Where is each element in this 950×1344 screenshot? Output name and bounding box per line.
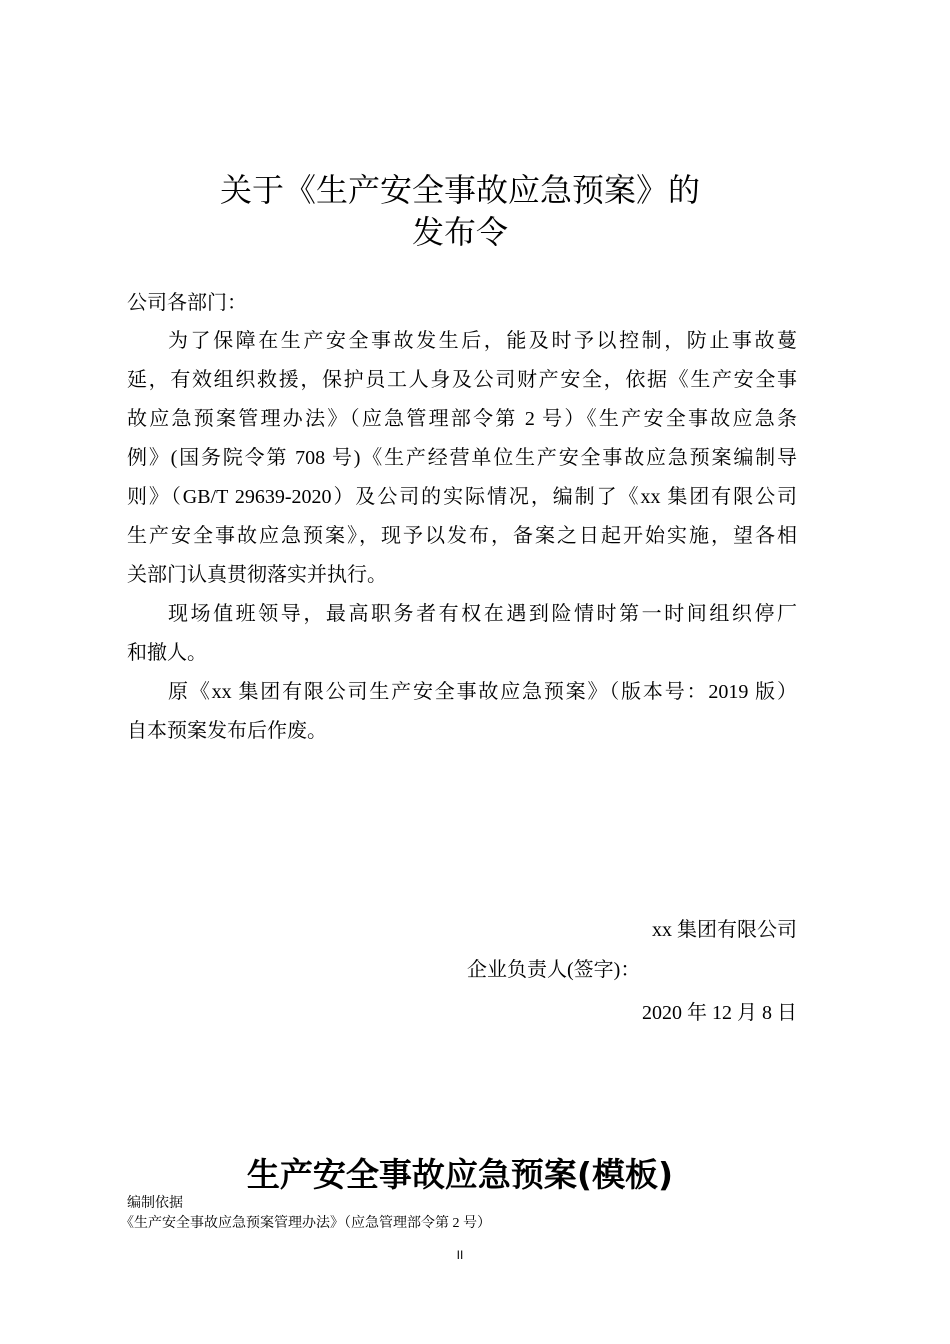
page-number: II [456,1248,464,1262]
paragraph-3 [127,673,797,751]
paragraph-line: 生产安全事故应急预案》，现予以发布，备案之日起开始实施，望各相 [127,525,797,547]
paragraph-2 [127,595,797,673]
paragraph-line: 原《xx 集团有限公司生产安全事故应急预案》（版本号：2019 版） [168,681,797,703]
paragraph-line: 和撤人。 [127,642,207,664]
section-title: 生产安全事故应急预案(模板) [246,1155,674,1194]
document-title-line1: 关于《生产安全事故应急预案》的 [219,172,700,208]
signature-date: 2020 年 12 月 8 日 [642,1002,797,1024]
paragraph-line: 则》（GB/T 29639-2020）及公司的实际情况，编制了《xx 集团有限公司 [127,486,797,508]
signature-responsible: 企业负责人(签字)： [467,959,641,981]
paragraph-line: 延，有效组织救援，保护员工人身及公司财产安全，依据《生产安全事 [127,369,797,391]
basis-item: 《生产安全事故应急预案管理办法》（应急管理部令第 2 号） [120,1216,491,1231]
signature-company: xx 集团有限公司 [652,919,797,941]
paragraph-line: 现场值班领导，最高职务者有权在遇到险情时第一时间组织停厂 [168,603,797,625]
paragraph-line: 为了保障在生产安全事故发生后，能及时予以控制，防止事故蔓 [168,330,797,352]
paragraph-1 [127,322,797,595]
document-title-line2: 发布令 [411,214,508,250]
paragraph-line: 自本预案发布后作废。 [127,720,327,742]
basis-heading: 编制依据 [127,1196,183,1211]
paragraph-line: 关部门认真贯彻落实并执行。 [127,564,387,586]
paragraph-line: 故应急预案管理办法》（应急管理部令第 2 号）《生产安全事故应急条 [127,408,797,430]
salutation: 公司各部门： [127,292,247,314]
paragraph-line: 例》(国务院令第 708 号)《生产经营单位生产安全事故应急预案编制导 [127,447,797,469]
